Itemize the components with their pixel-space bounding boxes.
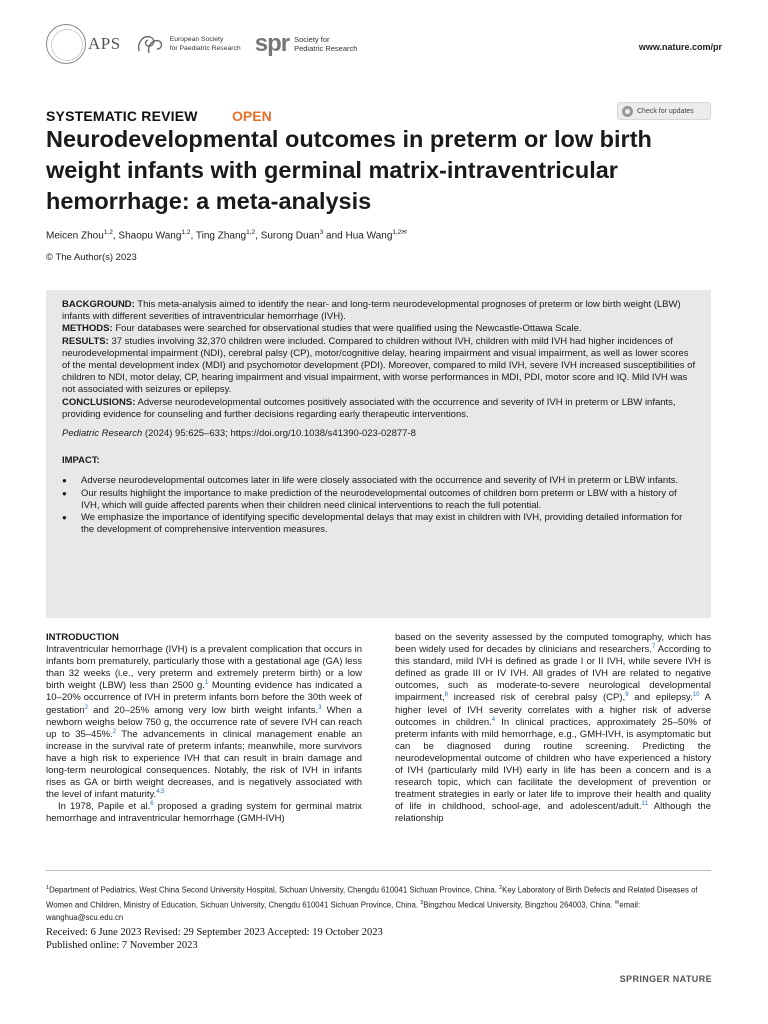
author-name: Ting Zhang xyxy=(195,230,247,242)
aps-seal-icon xyxy=(46,24,86,64)
intro-paragraph-2-continued xyxy=(395,632,711,826)
methods-label: METHODS: xyxy=(62,323,113,335)
results-text: 37 studies involving 32,370 children were included. Compared to children without IVH, children with mild IVH had higher incidences of neurodevelopmental impairment (NDI), cerebral palsy (CP), motor/cognitive delay, hearing impairment and visual impairment, as well as lower scores of the mental development index (MDI) and psychomotor development (PDI). Moreover, compared to mild IVH, severe IVH increased susceptibilities of children to NDI, motor delay, CP, hearing impairment and visual impairment, with worse performances in MDI, PDI, motor score and IQ. Mild IVH was not associated with seizures or epilepsy. xyxy=(62,335,696,396)
conclusions-label: CONCLUSIONS: xyxy=(62,396,136,408)
conclusions-text: Adverse neurodevelopmental outcomes positively associated with the occurrence and severity of IVH in preterm or LBW infants, providing evidence for counseling and further decisions regarding early therapeutic interventions. xyxy=(62,396,676,420)
body-text: Although the relationship xyxy=(395,801,711,825)
author-separator: and xyxy=(323,230,346,242)
author-affiliation: 3 xyxy=(319,229,324,236)
author-affiliation: 1,2✉ xyxy=(392,229,407,236)
citation-doi-link[interactable]: (2024) 95:625–633; https://doi.org/10.1038/s41390-023-02877-8 xyxy=(142,428,416,440)
body-text: In 1978, Papile et al. xyxy=(58,801,151,813)
body-text: Department of Pediatrics, West China Second University Hospital, Sichuan University, Chengdu 610041 Sichuan Province, China. xyxy=(49,885,500,895)
copyright-notice: © The Author(s) 2023 xyxy=(46,252,137,263)
impact-item: ● We emphasize the importance of identifying specific developmental delays that may exist in children with IVH, providing detailed information for the development of comprehensive intervention measures. xyxy=(62,512,696,536)
spr-logo-line-2: Pediatric Research xyxy=(294,44,358,53)
author-name: Hua Wang xyxy=(345,230,393,242)
spr-logo-mark: spr xyxy=(254,30,290,57)
publisher-logo: SPRINGER NATURE xyxy=(619,974,712,984)
spr-logo xyxy=(255,30,358,58)
abstract-box xyxy=(46,290,711,618)
author-name: Shaopu Wang xyxy=(118,230,182,242)
background-label: BACKGROUND: xyxy=(62,299,135,310)
espr-logo xyxy=(135,31,241,57)
body-column-left xyxy=(46,632,362,826)
section-heading-introduction: INTRODUCTION xyxy=(46,632,119,643)
body-text: proposed a grading system for germinal matrix hemorrhage and intraventricular hemorrhage (GMH-IVH) xyxy=(46,801,363,825)
citation xyxy=(62,428,696,440)
author-separator: , xyxy=(255,230,261,242)
reference-link[interactable]: 8 xyxy=(444,692,448,699)
aps-logo-text: APS xyxy=(88,34,121,53)
author-name: Meicen Zhou xyxy=(46,230,104,242)
author-separator: , xyxy=(190,230,196,242)
body-text: The advancements in clinical management enable an increase in the survival rate of preterm infants; meanwhile, more survivors have a high risk to experience IVH that can result in brain damage and long-term neurological consequences. Notably, the risk of IVH in infants rises as GA or birth weight decreases, and is negatively associated with the level of infant maturity. xyxy=(46,728,362,801)
impact-item: ● Adverse neurodevelopmental outcomes later in life were closely associated with the occurrence and severity of IVH in preterm or LBW infants. xyxy=(62,475,696,487)
check-for-updates-button[interactable] xyxy=(617,102,711,120)
body-text: In clinical practices, approximately 25–50% of preterm infants with mild hemorrhage, e.g., GMH-IVH, is asymptomatic but can be diagnosed during routine screening. Predicting the neurodevelopmental outcome of children who have experienced a history of IVH (particularly mild IVH) early in life has been a concern and is a research topic, which can facilitate the development of prevention or treatment strategies in early or later life to improve their health and quality of life in childhood, school-age, and adolescent/adult. xyxy=(395,716,711,813)
check-updates-icon xyxy=(622,106,633,117)
reference-link[interactable]: 2 xyxy=(112,728,117,735)
impact-heading: IMPACT: xyxy=(62,455,100,467)
society-logos xyxy=(46,24,357,64)
author-affiliation: 1,2 xyxy=(246,229,256,236)
body-text: Bingzhou Medical University, Bingzhou 264003, China. xyxy=(423,900,615,910)
abstract-background xyxy=(62,299,696,323)
citation-journal: Pediatric Research xyxy=(62,428,143,440)
author-separator: , xyxy=(112,230,119,242)
body-text: increased risk of cerebral palsy (CP), xyxy=(447,692,626,704)
affiliation-marker: ✉ xyxy=(614,900,620,907)
reference-link[interactable]: 6 xyxy=(150,801,154,808)
author-affiliation: 1,2 xyxy=(103,229,113,236)
body-text: A higher level of IVH severity correlates with a higher risk of adverse outcomes in children. xyxy=(395,692,712,728)
intro-paragraph-2 xyxy=(46,801,362,825)
article-type-label: SYSTEMATIC REVIEW xyxy=(46,108,198,124)
methods-text: Four databases were searched for observational studies that were qualified using the Newcastle-Ottawa Scale. xyxy=(115,323,582,335)
affiliation-marker: 1 xyxy=(46,885,50,891)
check-updates-label: Check for updates xyxy=(637,107,694,115)
espr-logo-icon xyxy=(135,31,165,57)
reference-link[interactable]: 3 xyxy=(318,704,322,711)
spr-logo-line-1: Society for xyxy=(294,35,330,44)
body-text: email: wanghua@scu.edu.cn xyxy=(46,900,641,923)
author-affiliation: 1,2 xyxy=(181,229,191,236)
body-text: Intraventricular hemorrhage (IVH) is a prevalent complication that occurs in infants born prematurely, particularly those with a gestational age (GA) less than 32 weeks (i.e., very preterm and extremely preterm birth) or a low birth weight (LBW) less than 2500 g. xyxy=(46,644,362,692)
reference-link[interactable]: 4,5 xyxy=(156,789,165,796)
impact-item: ● Our results highlight the importance to make prediction of the neurodevelopmental outcomes of children born preterm or LBW with a history of IVH, which will guide affected parents when their children need clinical interventions to reach the full potential. xyxy=(62,488,696,512)
publication-dates xyxy=(46,927,383,952)
reference-link[interactable]: 10 xyxy=(692,692,700,699)
author-list xyxy=(46,228,407,241)
body-text: According to this standard, mild IVH is defined as grade I or II IVH, while severe IVH is defined as grade III or IV IVH. All grades of IVH are related to negative outcomes, such as moderate-to-severe neurological developmental impairment, xyxy=(395,644,712,704)
body-text: based on the severity assessed by the computed tomography, which has been widely used for decades by clinicians and researchers. xyxy=(395,632,711,656)
received-revised-accepted-dates: Received: 6 June 2023 Revised: 29 September 2023 Accepted: 19 October 2023 xyxy=(46,927,383,938)
abstract-conclusions xyxy=(62,397,696,421)
reference-link[interactable]: 9 xyxy=(625,692,629,699)
aps-logo xyxy=(46,24,121,64)
affiliations-footnote xyxy=(46,882,716,925)
body-text: When a newborn weighs below 750 g, the occurrence rate of severe IVH can reach up to 35–45%. xyxy=(46,704,362,740)
footnote-divider xyxy=(46,870,711,871)
results-label: RESULTS: xyxy=(62,335,109,347)
reference-link[interactable]: 11 xyxy=(641,801,648,808)
reference-link[interactable]: 7 xyxy=(651,643,656,650)
abstract-methods xyxy=(62,323,696,335)
published-online-date: Published online: 7 November 2023 xyxy=(46,939,198,951)
reference-link[interactable]: 2 xyxy=(84,704,88,711)
espr-logo-line-2: for Paediatric Research xyxy=(169,45,241,52)
body-text: and 20–25% among very low birth weight infants. xyxy=(87,704,319,716)
author-name: Surong Duan xyxy=(260,230,320,242)
affiliation-marker: 3 xyxy=(420,900,424,907)
open-access-badge: OPEN xyxy=(232,108,272,124)
background-text: This meta-analysis aimed to identify the near- and long-term neurodevelopmental prognoses of preterm or low birth weight (LBW) infants with different severities of intraventricular hemorrhage (IVH). xyxy=(62,299,681,323)
espr-logo-line-1: European Society xyxy=(169,36,224,43)
impact-list xyxy=(62,475,696,536)
body-text: Mounting evidence has indicated a 10–20% occurrence of IVH in preterm infants born before the 30th week of gestation xyxy=(46,680,362,716)
abstract-results xyxy=(62,336,696,397)
article-title: Neurodevelopmental outcomes in preterm or low birth weight infants with germinal matrix-intraventricular hemorrhage: a meta-analysis xyxy=(46,126,652,214)
intro-paragraph-1 xyxy=(46,644,362,801)
affiliation-marker: 2 xyxy=(499,885,503,891)
body-text: Key Laboratory of Birth Defects and Related Diseases of Women and Children, Ministry of Education, Sichuan University, Chengdu 610041 Sichuan Province, China. xyxy=(46,885,698,910)
body-column-right xyxy=(395,632,711,826)
body-text: and epilepsy. xyxy=(628,692,693,704)
journal-url-link[interactable]: www.nature.com/pr xyxy=(638,42,722,52)
reference-link[interactable]: 1 xyxy=(204,680,209,687)
reference-link[interactable]: 4 xyxy=(491,716,496,723)
